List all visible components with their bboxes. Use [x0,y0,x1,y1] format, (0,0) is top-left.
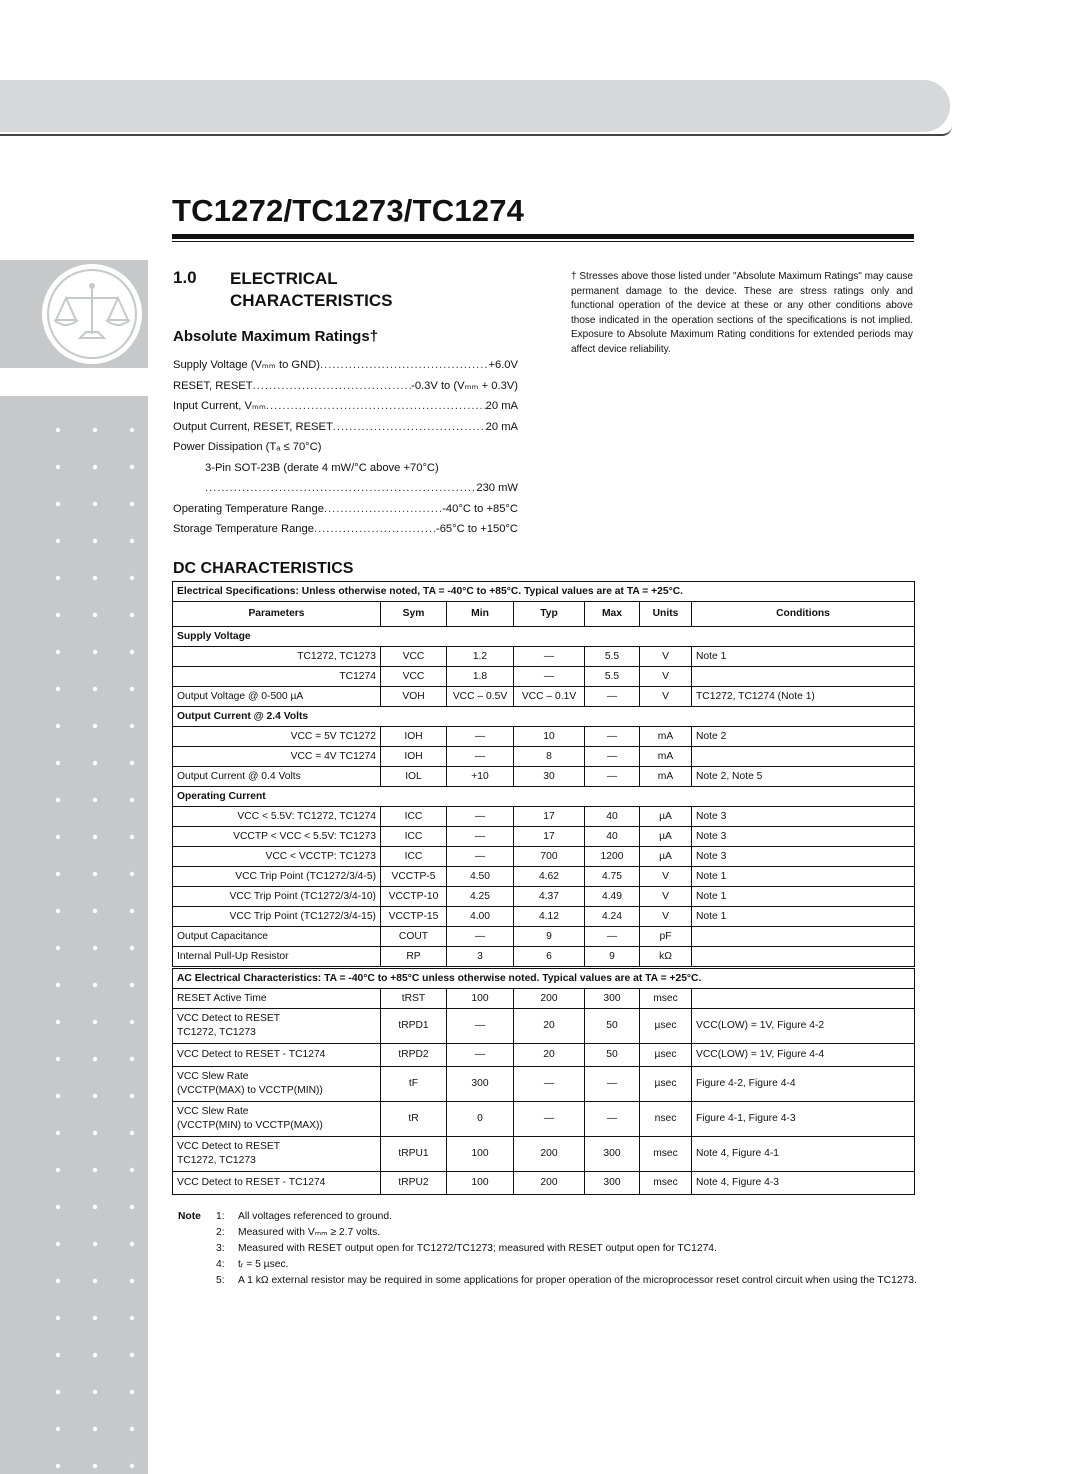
dc-cell: 9 [585,947,640,968]
dc-cell: pF [640,927,692,947]
dc-cell [692,947,915,968]
dc-cell: Note 3 [692,847,915,867]
dc-cell: 300 [585,1137,640,1172]
dc-cell: — [447,1044,514,1067]
abs-row-output-current: Output Current, RESET, RESET ..... 20 mA [173,417,518,438]
dot-pattern-decoration [50,420,140,1470]
dc-cell: RP [381,947,447,968]
dc-cell [692,989,915,1009]
dc-cell: ICC [381,827,447,847]
dc-cell: +10 [447,767,514,787]
section-title: ELECTRICAL CHARACTERISTICS [230,269,393,310]
dc-cell: 1200 [585,847,640,867]
dc-cell: RESET Active Time [173,989,381,1009]
dc-cell: tRPD1 [381,1009,447,1044]
dc-cell: Typ [514,602,585,627]
dc-table [172,581,915,1195]
dc-cell: Note 1 [692,907,915,927]
dc-cell: 4.24 [585,907,640,927]
dc-cell: — [447,827,514,847]
dc-cell: V [640,667,692,687]
dc-cell: VCC = 4V TC1274 [173,747,381,767]
dc-spec-label: AC Electrical Characteristics: TA = -40°C to +85°C unless otherwise noted. Typical values are at TA = +25°C. [173,968,915,989]
dc-table-row [173,927,915,947]
dc-cell: VCC Trip Point (TC1272/3/4-5) [173,867,381,887]
dc-cell: TC1272, TC1273 [173,647,381,667]
dc-cell: 300 [585,1172,640,1195]
dc-cell: 100 [447,1137,514,1172]
dc-cell: V [640,647,692,667]
dc-cell: Note 2, Note 5 [692,767,915,787]
notes [178,1209,918,1289]
dc-cell: VCC – 0.5V [447,687,514,707]
dc-cell: 0 [447,1102,514,1137]
dc-cell: 20 [514,1044,585,1067]
note-4: 4: tᵣ = 5 µsec. [216,1259,289,1270]
dc-cell: — [447,807,514,827]
dc-cell: Note 2 [692,727,915,747]
dc-cell: 9 [514,927,585,947]
dc-cell: 40 [585,807,640,827]
dc-cell: mA [640,767,692,787]
dc-cell: IOH [381,747,447,767]
stress-note: † Stresses above those listed under "Absolute Maximum Ratings" may cause permanent damage to the device. These are stress ratings only and functional operation of the device at these or any other conditions above those indicated in the operation sections of the specifications is not implied. Exposure to Absolute Maximum Rating conditions for extended periods may affect device reliability. [571,271,913,355]
page-title: TC1272/TC1273/TC1274 [172,193,525,228]
dc-cell: tRPU1 [381,1137,447,1172]
abs-max-title: Absolute Maximum Ratings† [173,328,379,345]
dc-cell: µsec [640,1009,692,1044]
dc-group-label: Operating Current [173,787,915,807]
abs-row-operating-temp: Operating Temperature Range ..... -40°C to +85°C [173,499,518,520]
dc-table-row [173,1009,915,1044]
dc-cell: tRST [381,989,447,1009]
abs-row-storage-temp: Storage Temperature Range ..... -65°C to +150°C [173,519,518,540]
dc-cell: 5.5 [585,647,640,667]
dc-cell: VCC Trip Point (TC1272/3/4-15) [173,907,381,927]
dc-cell: Output Capacitance [173,927,381,947]
dc-cell: Note 1 [692,647,915,667]
dc-cell: — [585,1067,640,1102]
dc-cell: 200 [514,989,585,1009]
title-rule-thin [172,241,914,242]
dc-cell: — [585,727,640,747]
dc-cell: V [640,907,692,927]
dc-cell: msec [640,1172,692,1195]
dc-cell: VCC < 5.5V: TC1272, TC1274 [173,807,381,827]
dc-spec-row [173,582,915,602]
dc-cell: µA [640,807,692,827]
note-5: 5: A 1 kΩ external resistor may be required in some applications for proper operation of the microprocessor reset control circuit when using the TC1273. [216,1275,917,1286]
dc-table-row [173,867,915,887]
dc-cell: IOL [381,767,447,787]
dc-cell: — [585,687,640,707]
dc-cell: 20 [514,1009,585,1044]
dc-cell: VCCTP-5 [381,867,447,887]
dc-cell [692,927,915,947]
dc-cell: V [640,887,692,907]
dc-cell: 1.8 [447,667,514,687]
dc-cell: 4.37 [514,887,585,907]
dc-cell: 300 [447,1067,514,1102]
dc-group-row [173,627,915,647]
dc-cell: V [640,867,692,887]
dc-cell: µA [640,847,692,867]
dc-cell: 200 [514,1137,585,1172]
dc-cell: Note 3 [692,807,915,827]
dc-table-row [173,947,915,968]
title-rule [172,234,914,239]
dc-cell: IOH [381,727,447,747]
dc-cell: 100 [447,1172,514,1195]
dc-cell: kΩ [640,947,692,968]
dc-cell: Note 3 [692,827,915,847]
dc-cell: tRPD2 [381,1044,447,1067]
dc-cell: msec [640,1137,692,1172]
dc-spec-label: Electrical Specifications: Unless otherwise noted, TA = -40°C to +85°C. Typical values are at TA = +25°C. [173,582,915,602]
dc-cell: VCC Detect to RESET - TC1274 [173,1044,381,1067]
abs-row-supply: Supply Voltage (Vₘₘ to GND) ..... +6.0V [173,355,518,376]
abs-row-power-value: ..... 230 mW [173,478,518,499]
dc-cell: VCC Detect to RESET TC1272, TC1273 [173,1009,381,1044]
dc-cell: — [514,667,585,687]
dc-cell: ICC [381,807,447,827]
note-2: 2: Measured with Vₘₘ ≥ 2.7 volts. [216,1227,381,1238]
dc-cell: 4.25 [447,887,514,907]
dc-cell: VCC = 5V TC1272 [173,727,381,747]
header-bar [0,80,950,132]
dc-cell: Output Voltage @ 0-500 µA [173,687,381,707]
dc-table-row [173,687,915,707]
dc-cell: — [585,927,640,947]
dc-cell: VCC(LOW) = 1V, Figure 4-2 [692,1009,915,1044]
note-1: Note 1: All voltages referenced to ground. [178,1211,392,1222]
dc-cell: TC1272, TC1274 (Note 1) [692,687,915,707]
dc-cell: 17 [514,827,585,847]
dc-cell: Conditions [692,602,915,627]
dc-cell: Figure 4-2, Figure 4-4 [692,1067,915,1102]
dc-cell: — [447,1009,514,1044]
dc-cell: — [447,847,514,867]
dc-table-row [173,827,915,847]
dc-cell [692,667,915,687]
dc-table-row [173,887,915,907]
dc-table-row [173,907,915,927]
dc-cell: Note 1 [692,887,915,907]
dc-cell: 4.62 [514,867,585,887]
dc-cell: VCC(LOW) = 1V, Figure 4-4 [692,1044,915,1067]
dc-cell: Note 4, Figure 4-3 [692,1172,915,1195]
dc-cell: Output Current @ 0.4 Volts [173,767,381,787]
dc-cell: 200 [514,1172,585,1195]
dc-cell: — [514,647,585,667]
dc-cell: VCC Slew Rate (VCCTP(MAX) to VCCTP(MIN)) [173,1067,381,1102]
dc-cell: Min [447,602,514,627]
abs-row-reset: RESET, RESET ..... -0.3V to (Vₘₘ + 0.3V) [173,376,518,397]
dc-table-row [173,807,915,827]
dc-cell: 100 [447,989,514,1009]
dc-table-row [173,1067,915,1102]
dc-cell: VCC Detect to RESET TC1272, TC1273 [173,1137,381,1172]
scales-seal-icon [40,262,144,366]
dc-cell: VOH [381,687,447,707]
dc-cell: VCCTP < VCC < 5.5V: TC1273 [173,827,381,847]
dc-cell: Units [640,602,692,627]
dc-group-row [173,707,915,727]
dc-cell: 8 [514,747,585,767]
dc-table-row [173,1044,915,1067]
dc-cell: VCC – 0.1V [514,687,585,707]
dc-table-row [173,1102,915,1137]
dc-cell: Internal Pull-Up Resistor [173,947,381,968]
dc-cell: 300 [585,989,640,1009]
dc-cell: 17 [514,807,585,827]
dc-cell: 700 [514,847,585,867]
dc-cell: 1.2 [447,647,514,667]
dc-group-label: Supply Voltage [173,627,915,647]
dc-cell: VCC Detect to RESET - TC1274 [173,1172,381,1195]
dc-cell: µsec [640,1044,692,1067]
dc-cell: COUT [381,927,447,947]
dc-cell [692,747,915,767]
dc-cell: tRPU2 [381,1172,447,1195]
dc-cell: nsec [640,1102,692,1137]
dc-table-row [173,767,915,787]
dc-cell: 5.5 [585,667,640,687]
dc-cell: VCC [381,647,447,667]
abs-row-power: Power Dissipation (Tₐ ≤ 70°C) [173,441,322,453]
dc-cell: VCC [381,667,447,687]
dc-cell: Sym [381,602,447,627]
dc-cell: 30 [514,767,585,787]
dc-table-row [173,1172,915,1195]
dc-cell: mA [640,727,692,747]
header-bar-underline [0,126,952,136]
dc-cell: VCC Trip Point (TC1272/3/4-10) [173,887,381,907]
dc-header-row [173,602,915,627]
dc-cell: 4.75 [585,867,640,887]
abs-max-list [173,355,518,540]
dc-cell: VCC < VCCTP: TC1273 [173,847,381,867]
dc-cell: VCCTP-10 [381,887,447,907]
note-3: 3: Measured with RESET output open for TC1272/TC1273; measured with RESET output open for TC1274. [216,1243,717,1254]
dc-cell: msec [640,989,692,1009]
dc-cell: 4.50 [447,867,514,887]
dc-cell: — [447,747,514,767]
dc-cell: µA [640,827,692,847]
dc-table-row [173,989,915,1009]
dc-cell: — [514,1067,585,1102]
dc-cell: 50 [585,1009,640,1044]
dc-cell: 6 [514,947,585,968]
dc-cell: VCC Slew Rate (VCCTP(MIN) to VCCTP(MAX)) [173,1102,381,1137]
dc-cell: — [585,747,640,767]
dc-cell: 10 [514,727,585,747]
dc-cell: Note 1 [692,867,915,887]
dc-cell: Max [585,602,640,627]
dc-table-row [173,847,915,867]
dc-cell: — [585,1102,640,1137]
dc-group-row [173,787,915,807]
dc-table-row [173,727,915,747]
dc-cell: — [447,727,514,747]
dc-title: DC CHARACTERISTICS [173,560,354,577]
dc-cell: ICC [381,847,447,867]
dc-table-row [173,647,915,667]
dc-cell: 4.49 [585,887,640,907]
dc-cell: V [640,687,692,707]
dc-cell: 4.00 [447,907,514,927]
dc-cell: TC1274 [173,667,381,687]
dc-table-row [173,747,915,767]
dc-table-row [173,1137,915,1172]
dc-cell: 50 [585,1044,640,1067]
section-number: 1.0 [173,268,197,287]
dc-cell: VCCTP-15 [381,907,447,927]
dc-cell: Parameters [173,602,381,627]
dc-group-label: Output Current @ 2.4 Volts [173,707,915,727]
dc-cell: mA [640,747,692,767]
abs-row-sot23: 3-Pin SOT-23B (derate 4 mW/°C above +70°C) [205,461,439,474]
dc-cell: Figure 4-1, Figure 4-3 [692,1102,915,1137]
dc-cell: 40 [585,827,640,847]
dc-cell: — [514,1102,585,1137]
dc-cell: 4.12 [514,907,585,927]
dc-table-row [173,667,915,687]
dc-cell: tF [381,1067,447,1102]
dc-cell: Note 4, Figure 4-1 [692,1137,915,1172]
dc-cell: µsec [640,1067,692,1102]
abs-row-input-current: Input Current, Vₘₘ ..... 20 mA [173,396,518,417]
dc-cell: 3 [447,947,514,968]
dc-cell: — [585,767,640,787]
dc-spec-row [173,968,915,989]
dc-cell: tR [381,1102,447,1137]
dc-cell: — [447,927,514,947]
